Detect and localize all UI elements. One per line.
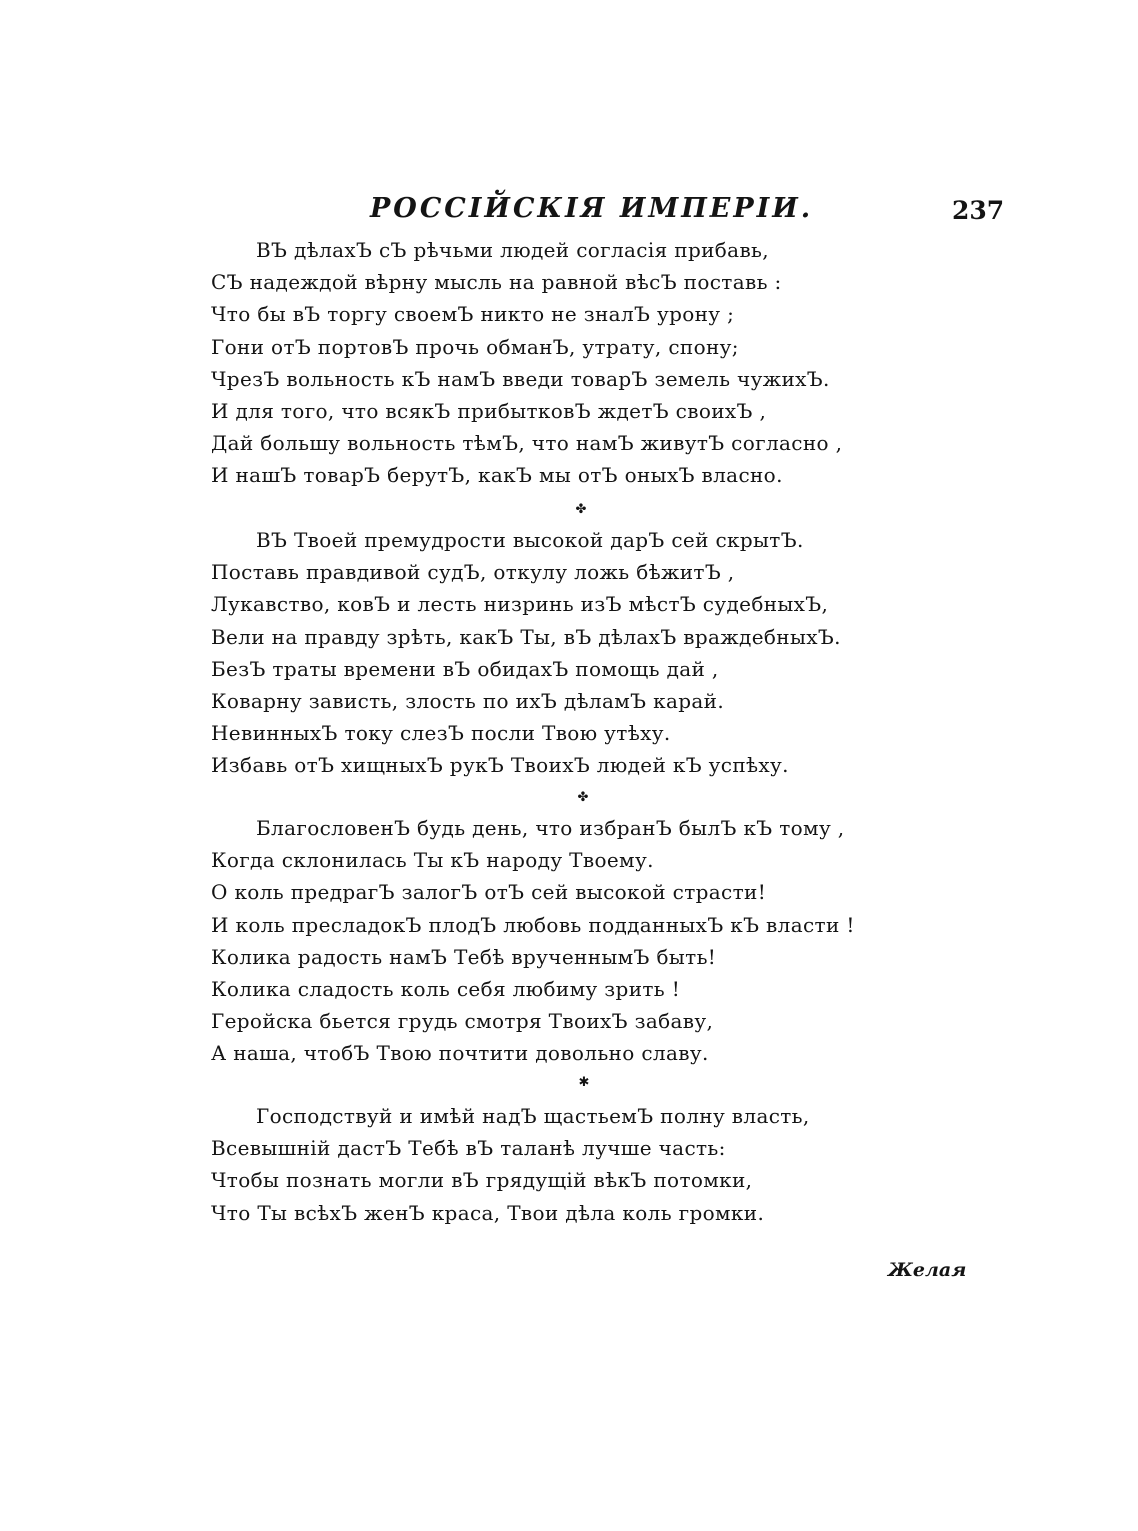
verse-line: И нашЪ товарЪ берутЪ, какЪ мы отЪ оныхЪ власно.	[211, 463, 783, 488]
verse-line: БезЪ траты времени вЪ обидахЪ помощь дай ,	[211, 656, 719, 681]
verse-line: ВЪ дѣлахЪ сЪ рѣчьми людей согласія прибавь,	[256, 238, 769, 262]
section-ornament: ✱	[578, 1075, 590, 1090]
verse-line: О коль предрагЪ залогЪ отЪ сей высокой страсти!	[211, 880, 767, 905]
stanza-1	[211, 234, 931, 492]
verse-line: Поставь правдивой судЪ, откулу ложь бѣжитЪ ,	[211, 560, 735, 585]
catchword: Желая	[888, 1259, 967, 1281]
verse-line: Что бы вЪ торгу своемЪ никто не зналЪ урону ;	[211, 302, 735, 327]
verse-line: И коль пресладокЪ плодЪ любовь подданныхЪ кЪ власти !	[211, 912, 855, 937]
verse-line: Коварну зависть, злость по ихЪ дѣламЪ карай.	[211, 688, 725, 713]
verse-line: А наша, чтобЪ Твою почтити довольно славу.	[211, 1041, 709, 1066]
section-ornament: ✤	[577, 790, 589, 805]
verse-line: Колика радость намЪ Тебѣ врученнымЪ быть!	[211, 944, 717, 969]
verse-line: Господствуй и имѣй надЪ щастьемЪ полну власть,	[256, 1104, 810, 1128]
verse-line: Чтобы познать могли вЪ грядущій вѣкЪ потомки,	[211, 1168, 753, 1193]
stanza-4	[211, 1100, 931, 1229]
section-ornament: ✤	[575, 502, 587, 517]
verse-line: ВЪ Твоей премудрости высокой дарЪ сей скрытЪ.	[256, 528, 804, 552]
verse-line: Колика сладость коль себя любиму зрить !	[211, 976, 681, 1001]
verse-line: НевинныхЪ току слезЪ посли Твою утѣху.	[211, 721, 671, 746]
verse-line: Геройска бьется грудь смотря ТвоихЪ забаву,	[211, 1009, 714, 1034]
verse-line: Дай большу вольность тѣмЪ, что намЪ живутЪ согласно ,	[211, 431, 843, 456]
page-number: 237	[952, 196, 1005, 225]
verse-line: БлагословенЪ будь день, что избранЪ былЪ кЪ тому ,	[256, 816, 845, 840]
verse-line: СЪ надеждой вѣрну мысль на равной вѣсЪ поставь :	[211, 270, 782, 295]
verse-line: Когда склонилась Ты кЪ народу Твоему.	[211, 848, 654, 873]
verse-line: Гони отЪ портовЪ прочь обманЪ, утрату, спону;	[211, 334, 739, 359]
verse-line: Что Ты всѣхЪ женЪ краса, Твои дѣла коль громки.	[211, 1200, 765, 1225]
verse-line: Избавь отЪ хищныхЪ рукЪ ТвоихЪ людей кЪ успѣху.	[211, 753, 789, 778]
stanza-3	[211, 812, 931, 1070]
stanza-2	[211, 524, 931, 782]
verse-line: Лукавство, ковЪ и лесть низринь изЪ мѣстЪ судебныхЪ,	[211, 592, 829, 617]
verse-line: ЧрезЪ вольность кЪ намЪ введи товарЪ земель чужихЪ.	[211, 366, 830, 391]
verse-line: Вели на правду зрѣть, какЪ Ты, вЪ дѣлахЪ враждебныхЪ.	[211, 624, 841, 649]
running-title: РОССІЙСКІЯ ИМПЕРІИ.	[370, 193, 814, 224]
verse-line: И для того, что всякЪ прибытковЪ ждетЪ своихЪ ,	[211, 398, 767, 423]
verse-line: Всевышній дастЪ Тебѣ вЪ таланѣ лучше часть:	[211, 1136, 726, 1161]
